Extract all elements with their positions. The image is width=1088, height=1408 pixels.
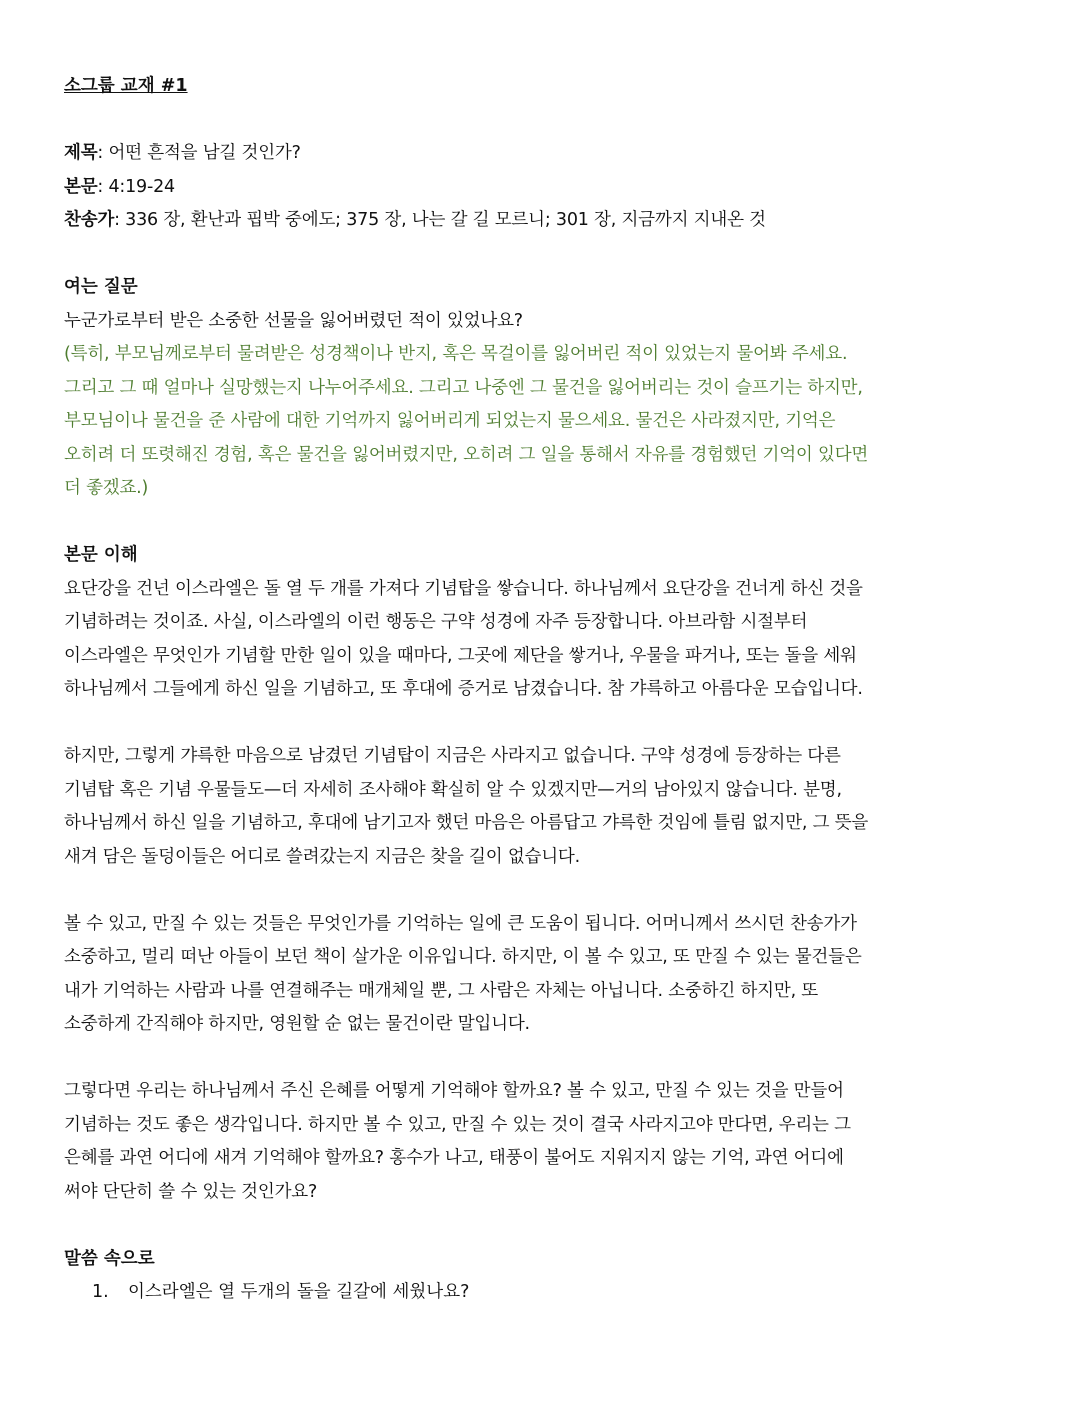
meta-title-label: 제목	[64, 143, 98, 163]
opening-guide-line: (특히, 부모님께로부터 물려받은 성경책이나 반지, 혹은 목걸이를 잃어버린 적이 있었는지 물어봐 주세요.	[64, 344, 848, 364]
spacer	[64, 506, 1014, 540]
paragraph-line: 하나님께서 그들에게 하신 일을 기념하고, 또 후대에 증거로 남겼습니다. 참 갸륵하고 아름다운 모습입니다.	[64, 679, 863, 699]
paragraph-line: 하나님께서 하신 일을 기념하고, 후대에 남기고자 했던 마음은 아름답고 갸륵한 것임에 틀림 없지만, 그 뜻을	[64, 813, 869, 833]
opening-guide-line: 더 좋겠죠.)	[64, 478, 149, 498]
opening-question: 누군가로부터 받은 소중한 선물을 잃어버렸던 적이 있었나요?	[64, 310, 523, 331]
meta-text-value: : 4:19-24	[97, 176, 175, 197]
meta-title-row	[64, 137, 1014, 171]
meta-text-label: 본문	[64, 176, 98, 197]
meta-hymn-value: : 336 장, 환난과 핍박 중에도; 375 장, 나는 갈 길 모르니; 301 장, 지금까지 지내온 것	[114, 210, 766, 230]
paragraph-line: 하지만, 그렇게 갸륵한 마음으로 남겼던 기념탑이 지금은 사라지고 없습니다. 구약 성경에 등장하는 다른	[64, 746, 841, 766]
opening-guide-line: 부모님이나 물건을 준 사람에 대한 기억까지 잃어버리게 되었는지 물으세요. 물건은 사라졌지만, 기억은	[64, 411, 836, 431]
word-heading: 말씀 속으로	[64, 1248, 155, 1269]
paragraph-line: 내가 기억하는 사람과 나를 연결해주는 매개체일 뿐, 그 사람은 자체는 아닙니다. 소중하긴 하지만, 또	[64, 980, 819, 1001]
spacer	[64, 1042, 1014, 1076]
paragraph-line: 기념하는 것도 좋은 생각입니다. 하지만 볼 수 있고, 만질 수 있는 것이 결국 사라지고야 만다면, 우리는 그	[64, 1114, 851, 1135]
meta-hymn-row	[64, 204, 1014, 238]
opening-heading: 여는 질문	[64, 277, 138, 297]
list-item-number: 1.	[92, 1282, 109, 1302]
understanding-heading: 본문 이해	[64, 545, 138, 565]
list-item	[64, 1276, 1014, 1310]
spacer	[64, 104, 1014, 138]
paragraph-line: 써야 단단히 쓸 수 있는 것인가요?	[64, 1181, 318, 1202]
spacer	[64, 874, 1014, 908]
paragraph-line: 소중하게 간직해야 하지만, 영원할 순 없는 물건이란 말입니다.	[64, 1014, 530, 1034]
paragraph-line: 기념하려는 것이죠. 사실, 이스라엘의 이런 행동은 구약 성경에 자주 등장합니다. 아브라함 시절부터	[64, 612, 808, 632]
paragraph-line: 요단강을 건넌 이스라엘은 돌 열 두 개를 가져다 기념탑을 쌓습니다. 하나님께서 요단강을 건너게 하신 것을	[64, 578, 863, 599]
meta-text-row	[64, 171, 1014, 205]
spacer	[64, 238, 1014, 272]
spacer	[64, 707, 1014, 741]
paragraph-line: 기념탑 혹은 기념 우물들도—더 자세히 조사해야 확실히 알 수 있겠지만—거의 남아있지 않습니다. 분명,	[64, 779, 842, 800]
meta-title-value: : 어떤 흔적을 남길 것인가?	[97, 143, 301, 163]
spacer	[64, 1209, 1014, 1243]
meta-hymn-label: 찬송가	[64, 210, 115, 230]
paragraph-line: 볼 수 있고, 만질 수 있는 것들은 무엇인가를 기억하는 일에 큰 도움이 됩니다. 어머니께서 쓰시던 찬송가가	[64, 913, 857, 934]
opening-guide-line: 그리고 그 때 얼마나 실망했는지 나누어주세요. 그리고 나중엔 그 물건을 잃어버리는 것이 슬프기는 하지만,	[64, 377, 863, 398]
list-item-text: 이스라엘은 열 두개의 돌을 길갈에 세웠나요?	[128, 1282, 470, 1302]
paragraph-line: 이스라엘은 무엇인가 기념할 만한 일이 있을 때마다, 그곳에 제단을 쌓거나, 우물을 파거나, 또는 돌을 세워	[64, 645, 857, 666]
document-page	[64, 70, 1014, 1310]
paragraph-line: 그렇다면 우리는 하나님께서 주신 은혜를 어떻게 기억해야 할까요? 볼 수 있고, 만질 수 있는 것을 만들어	[64, 1081, 844, 1101]
paragraph-line: 소중하고, 멀리 떠난 아들이 보던 책이 살가운 이유입니다. 하지만, 이 볼 수 있고, 또 만질 수 있는 물건들은	[64, 947, 862, 967]
opening-guide-line: 오히려 더 또렷해진 경험, 혹은 물건을 잃어버렸지만, 오히려 그 일을 통해서 자유를 경험했던 기억이 있다면	[64, 444, 869, 465]
paragraph-line: 은혜를 과연 어디에 새겨 기억해야 할까요? 홍수가 나고, 태풍이 불어도 지워지지 않는 기억, 과연 어디에	[64, 1148, 844, 1168]
paragraph-line: 새겨 담은 돌덩이들은 어디로 쓸려갔는지 지금은 찾을 길이 없습니다.	[64, 846, 581, 867]
document-title: 소그룹 교재 #1	[64, 76, 188, 96]
